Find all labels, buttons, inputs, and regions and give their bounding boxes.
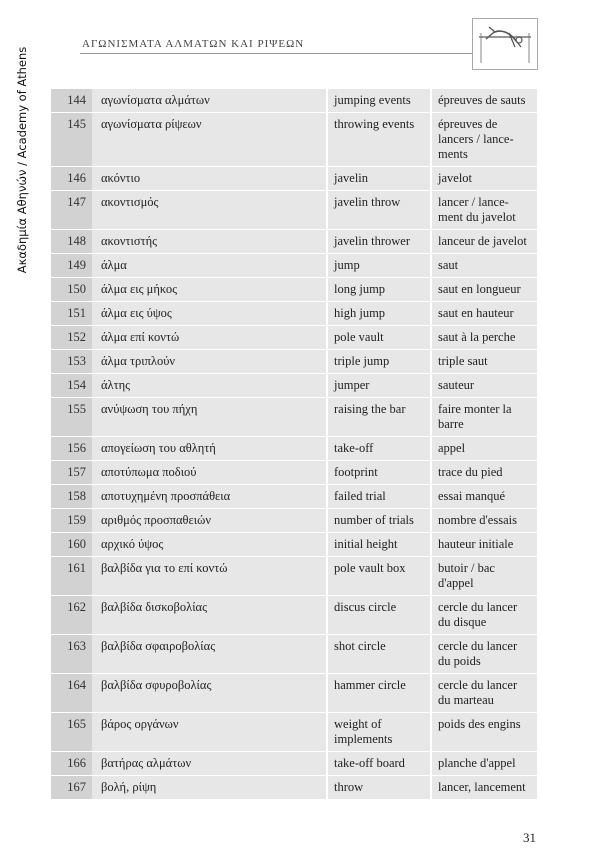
english-term: jumping events: [328, 89, 432, 112]
table-row: [51, 254, 537, 278]
table-row: [51, 674, 537, 713]
french-term: faire monter la barre: [438, 402, 512, 431]
greek-term: ακοντιστής: [92, 230, 328, 253]
english-term: pole vault box: [328, 557, 432, 595]
greek-term: βαλβίδα σφαιροβολίας: [92, 635, 328, 673]
greek-term: άλμα εις μήκος: [92, 278, 328, 301]
entry-number: 158: [51, 485, 92, 508]
table-row: [51, 557, 537, 596]
french-term: cercle du lancer du disque: [438, 600, 518, 629]
entry-number: 153: [51, 350, 92, 373]
french-term: épreuves de lancers / lance-ments: [438, 117, 514, 161]
page-header-title: ΑΓΩΝΙΣΜΑΤΑ ΑΛΜΑΤΩΝ ΚΑΙ ΡΙΨΕΩΝ: [82, 38, 305, 50]
entry-number: 144: [51, 89, 92, 112]
french-term: épreuves de sauts: [438, 93, 526, 107]
english-term: discus circle: [328, 596, 432, 634]
english-term: javelin: [328, 167, 432, 190]
greek-term: βολή, ρίψη: [92, 776, 328, 799]
english-term: javelin thrower: [328, 230, 432, 253]
french-term: nombre d'essais: [438, 513, 517, 527]
table-row: [51, 596, 537, 635]
english-term: shot circle: [328, 635, 432, 673]
greek-term: βατήρας αλμάτων: [92, 752, 328, 775]
side-label: Ακαδημία Αθηνών / Academy of Athens: [15, 46, 29, 274]
french-term: saut en hauteur: [438, 306, 514, 320]
entry-number: 159: [51, 509, 92, 532]
french-term: lanceur de javelot: [438, 234, 527, 248]
french-term: appel: [438, 441, 466, 455]
english-term: initial height: [328, 533, 432, 556]
english-term: failed trial: [328, 485, 432, 508]
french-term: cercle du lancer du poids: [438, 639, 518, 668]
page-number: 31: [523, 830, 536, 845]
table-row: [51, 113, 537, 167]
greek-term: αριθμός προσπαθειών: [92, 509, 328, 532]
french-term: planche d'appel: [438, 756, 516, 770]
entry-number: 160: [51, 533, 92, 556]
greek-term: άλμα επί κοντώ: [92, 326, 328, 349]
greek-term: αποτυχημένη προσπάθεια: [92, 485, 328, 508]
greek-term: άλμα εις ύψος: [92, 302, 328, 325]
greek-term: βαλβίδα για το επί κοντώ: [92, 557, 328, 595]
greek-term: άλτης: [92, 374, 328, 397]
table-row: [51, 350, 537, 374]
greek-term: άλμα τριπλούν: [92, 350, 328, 373]
entry-number: 152: [51, 326, 92, 349]
english-term: triple jump: [328, 350, 432, 373]
english-term: throwing events: [328, 113, 432, 166]
entry-number: 154: [51, 374, 92, 397]
french-term: saut à la perche: [438, 330, 516, 344]
entry-number: 164: [51, 674, 92, 712]
terms-table: [51, 89, 537, 800]
entry-number: 161: [51, 557, 92, 595]
english-term: javelin throw: [328, 191, 432, 229]
entry-number: 163: [51, 635, 92, 673]
french-term: sauteur: [438, 378, 475, 392]
english-term: high jump: [328, 302, 432, 325]
french-term: poids des engins: [438, 717, 521, 731]
greek-term: αποτύπωμα ποδιού: [92, 461, 328, 484]
english-term: raising the bar: [328, 398, 432, 436]
english-term: take-off: [328, 437, 432, 460]
greek-term: βάρος οργάνων: [92, 713, 328, 751]
greek-term: αγωνίσματα αλμάτων: [92, 89, 328, 112]
table-row: [51, 713, 537, 752]
french-term: butoir / bac d'appel: [438, 561, 495, 590]
entry-number: 148: [51, 230, 92, 253]
greek-term: άλμα: [92, 254, 328, 277]
french-term: cercle du lancer du marteau: [438, 678, 518, 707]
english-term: number of trials: [328, 509, 432, 532]
entry-number: 146: [51, 167, 92, 190]
french-term: hauteur initiale: [438, 537, 514, 551]
english-term: pole vault: [328, 326, 432, 349]
french-term: trace du pied: [438, 465, 503, 479]
header-rule: [80, 53, 475, 54]
entry-number: 167: [51, 776, 92, 799]
entry-number: 151: [51, 302, 92, 325]
greek-term: βαλβίδα δισκοβολίας: [92, 596, 328, 634]
french-term: essai manqué: [438, 489, 505, 503]
table-row: [51, 89, 537, 113]
english-term: jumper: [328, 374, 432, 397]
entry-number: 150: [51, 278, 92, 301]
greek-term: ακοντισμός: [92, 191, 328, 229]
table-row: [51, 509, 537, 533]
table-row: [51, 167, 537, 191]
table-row: [51, 461, 537, 485]
table-row: [51, 635, 537, 674]
entry-number: 147: [51, 191, 92, 229]
table-row: [51, 752, 537, 776]
high-jumper-icon: [472, 18, 538, 70]
table-row: [51, 485, 537, 509]
entry-number: 149: [51, 254, 92, 277]
entry-number: 162: [51, 596, 92, 634]
entry-number: 145: [51, 113, 92, 166]
french-term: javelot: [438, 171, 473, 185]
greek-term: αρχικό ύψος: [92, 533, 328, 556]
french-term: lancer / lance-ment du javelot: [438, 195, 516, 224]
english-term: hammer circle: [328, 674, 432, 712]
entry-number: 166: [51, 752, 92, 775]
english-term: footprint: [328, 461, 432, 484]
entry-number: 157: [51, 461, 92, 484]
table-row: [51, 437, 537, 461]
greek-term: απογείωση του αθλητή: [92, 437, 328, 460]
table-row: [51, 302, 537, 326]
entry-number: 156: [51, 437, 92, 460]
greek-term: βαλβίδα σφυροβολίας: [92, 674, 328, 712]
table-row: [51, 191, 537, 230]
english-term: take-off board: [328, 752, 432, 775]
english-term: jump: [328, 254, 432, 277]
table-row: [51, 776, 537, 800]
greek-term: ακόντιο: [92, 167, 328, 190]
french-term: saut: [438, 258, 459, 272]
table-row: [51, 326, 537, 350]
english-term: throw: [328, 776, 432, 799]
english-term: long jump: [328, 278, 432, 301]
table-row: [51, 533, 537, 557]
french-term: lancer, lancement: [438, 780, 526, 794]
greek-term: αγωνίσματα ρίψεων: [92, 113, 328, 166]
english-term: weight of implements: [328, 713, 432, 751]
table-row: [51, 230, 537, 254]
table-row: [51, 278, 537, 302]
french-term: saut en longueur: [438, 282, 521, 296]
table-row: [51, 398, 537, 437]
french-term: triple saut: [438, 354, 488, 368]
entry-number: 165: [51, 713, 92, 751]
greek-term: ανύψωση του πήχη: [92, 398, 328, 436]
table-row: [51, 374, 537, 398]
entry-number: 155: [51, 398, 92, 436]
